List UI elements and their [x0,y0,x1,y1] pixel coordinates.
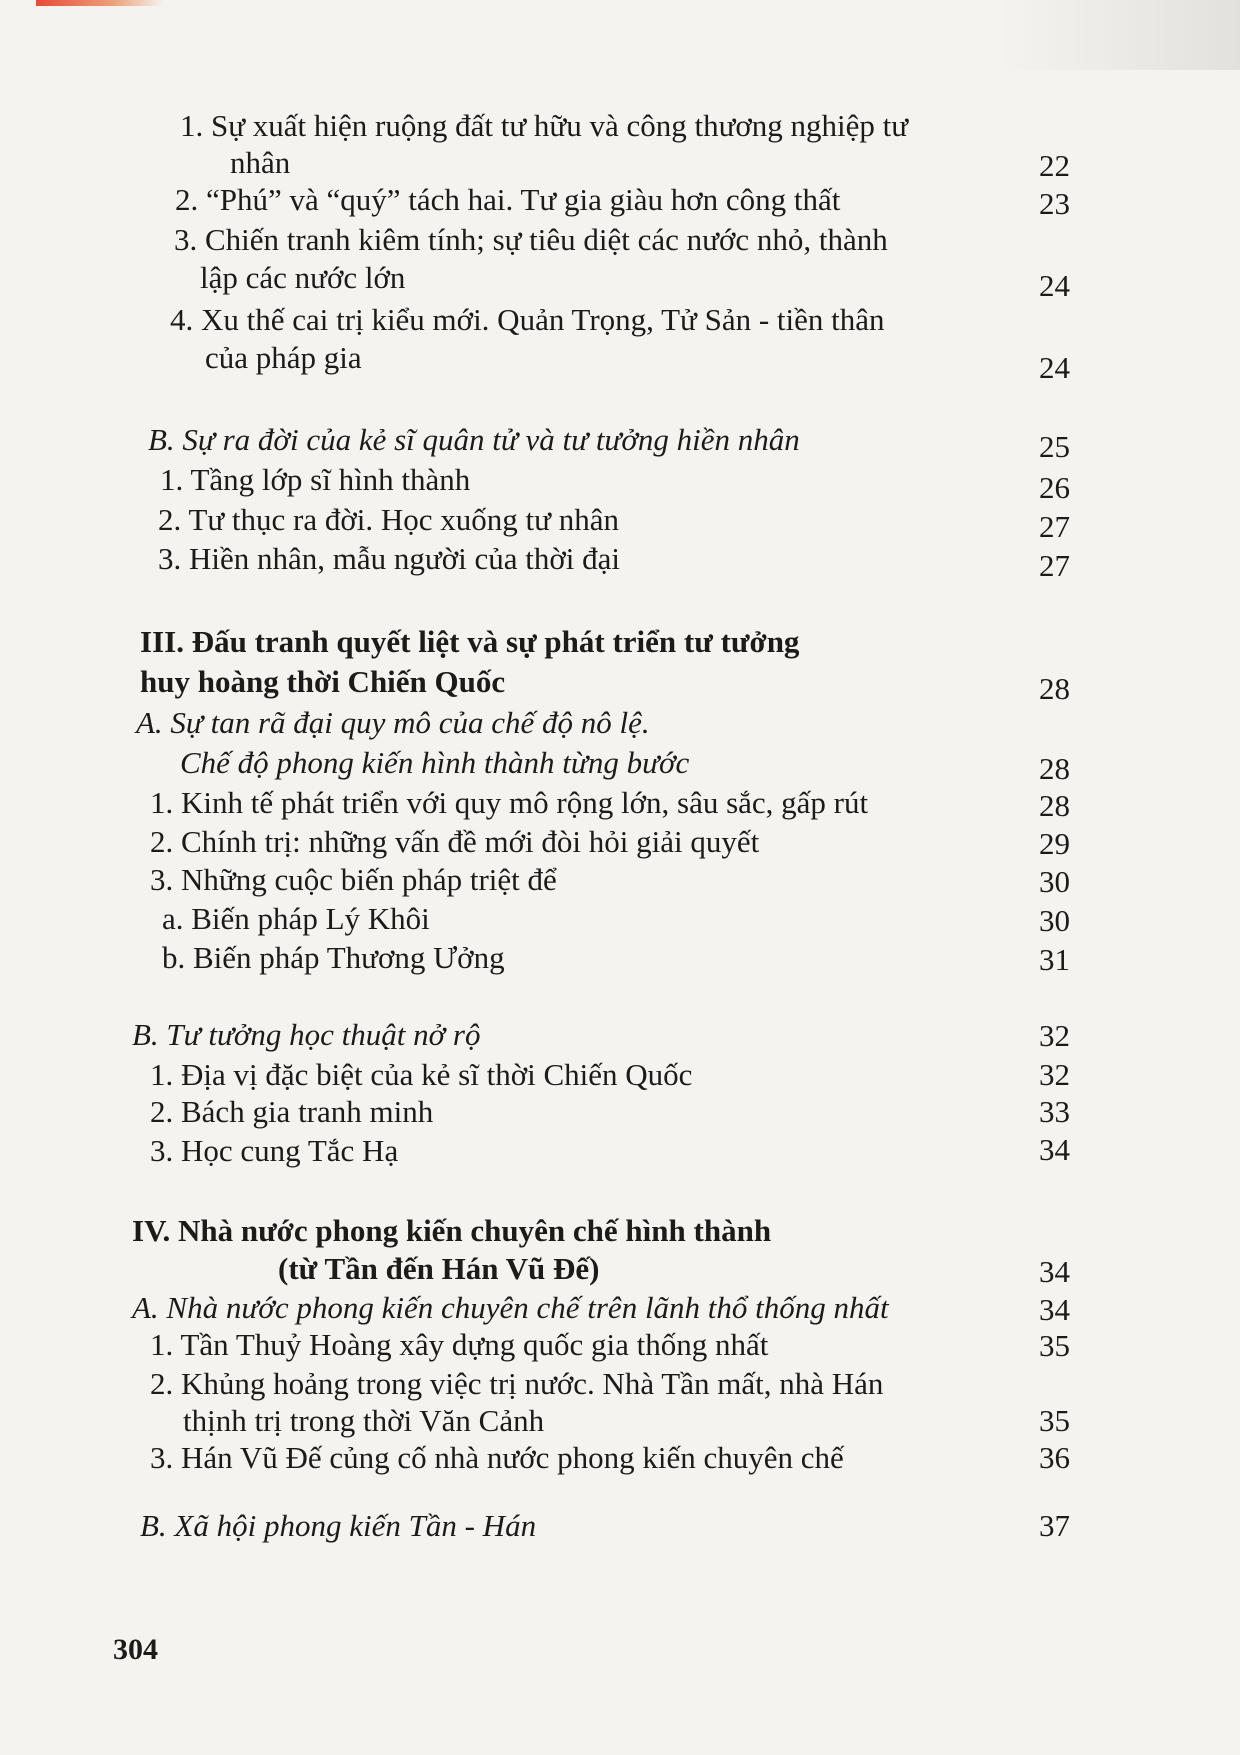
toc-entry-page: 33 [1039,1094,1070,1129]
toc-entry-title: IV. Nhà nước phong kiến chuyên chế hình thành [132,1213,772,1248]
toc-entry-title: 1. Sự xuất hiện ruộng đất tư hữu và công thương nghiệp tư [180,108,909,143]
toc-entry-title: 2. Tư thục ra đời. Học xuống tư nhân [158,502,619,537]
toc-entry-title: 3. Hiền nhân, mẫu người của thời đại [158,541,620,576]
toc-entry-page: 34 [1039,1254,1070,1289]
toc-entry-title: A. Nhà nước phong kiến chuyên chế trên lãnh thổ thống nhất [132,1290,889,1325]
toc-entry-title: B. Tư tưởng học thuật nở rộ [132,1017,481,1052]
toc-entry-page: 26 [1039,470,1070,505]
toc-entry-page: 35 [1039,1328,1070,1363]
toc-entry-title: a. Biến pháp Lý Khôi [162,901,430,936]
toc-entry-page: 28 [1039,788,1070,823]
toc-entry-page: 27 [1039,509,1070,544]
toc-entry-title: 3. Hán Vũ Đế củng cố nhà nước phong kiến chuyên chế [150,1440,844,1475]
toc-entry-title: 1. Tầng lớp sĩ hình thành [160,462,471,497]
toc-entry-page: 24 [1039,268,1070,303]
toc-entry-page: 32 [1039,1057,1070,1092]
toc-entry-title: 3. Học cung Tắc Hạ [150,1133,399,1168]
toc-entry-page: 27 [1039,548,1070,583]
toc-entry-title: III. Đấu tranh quyết liệt và sự phát triển tư tưởng [140,624,800,659]
toc-entry-page: 22 [1039,148,1070,183]
toc-entry-page: 24 [1039,350,1070,385]
page-number: 304 [113,1633,158,1666]
toc-entry-page: 34 [1039,1292,1070,1327]
toc-entry-title: 1. Kinh tế phát triển với quy mô rộng lớn, sâu sắc, gấp rút [150,785,869,820]
toc-entry-title: 2. Chính trị: những vấn đề mới đòi hỏi giải quyết [150,824,760,859]
toc-entry-page: 29 [1039,826,1070,861]
toc-entry-title: 2. Bách gia tranh minh [150,1094,434,1129]
toc-entry-page: 32 [1039,1018,1070,1053]
toc-entry-page: 31 [1039,942,1070,977]
toc-entry-title: 1. Tần Thuỷ Hoàng xây dựng quốc gia thống nhất [150,1327,769,1362]
toc-entry-page: 28 [1039,751,1070,786]
toc-entry-title: 1. Địa vị đặc biệt của kẻ sĩ thời Chiến Quốc [150,1057,693,1092]
toc-entry-page: 23 [1039,186,1070,221]
toc-entry-title: B. Xã hội phong kiến Tần - Hán [140,1508,537,1543]
toc-entry-page: 36 [1039,1440,1070,1475]
toc-entry-page: 37 [1039,1508,1070,1543]
toc-entry-title: của pháp gia [205,340,362,375]
toc-entry-title: 4. Xu thế cai trị kiểu mới. Quản Trọng, Tử Sản - tiền thân [170,302,885,337]
toc-entry-title: 3. Những cuộc biến pháp triệt để [150,862,557,897]
toc-entry-page: 30 [1039,903,1070,938]
toc-entry-title: lập các nước lớn [200,260,406,295]
toc-entry-page: 25 [1039,429,1070,464]
toc-entry-title: thịnh trị trong thời Văn Cảnh [183,1403,545,1438]
toc-entry-page: 35 [1039,1403,1070,1438]
toc-entry-title: (từ Tần đến Hán Vũ Đế) [278,1251,600,1286]
toc-entry-title: A. Sự tan rã đại quy mô của chế độ nô lệ. [136,705,650,740]
toc-entry-page: 28 [1039,671,1070,706]
toc-entry-page: 34 [1039,1132,1070,1167]
toc-entry-title: nhân [230,145,291,180]
toc-entry-title: Chế độ phong kiến hình thành từng bước [180,745,690,780]
toc-entry-page: 30 [1039,864,1070,899]
toc-entry-title: huy hoàng thời Chiến Quốc [140,664,506,699]
toc-entry-title: 2. “Phú” và “quý” tách hai. Tư gia giàu hơn công thất [175,182,841,217]
toc-entry-title: b. Biến pháp Thương Ưởng [162,940,505,975]
toc-entry-title: 3. Chiến tranh kiêm tính; sự tiêu diệt các nước nhỏ, thành [174,222,888,257]
toc-entry-title: 2. Khủng hoảng trong việc trị nước. Nhà Tần mất, nhà Hán [150,1366,884,1401]
toc-entry-title: B. Sự ra đời của kẻ sĩ quân tử và tư tưởng hiền nhân [148,422,800,457]
